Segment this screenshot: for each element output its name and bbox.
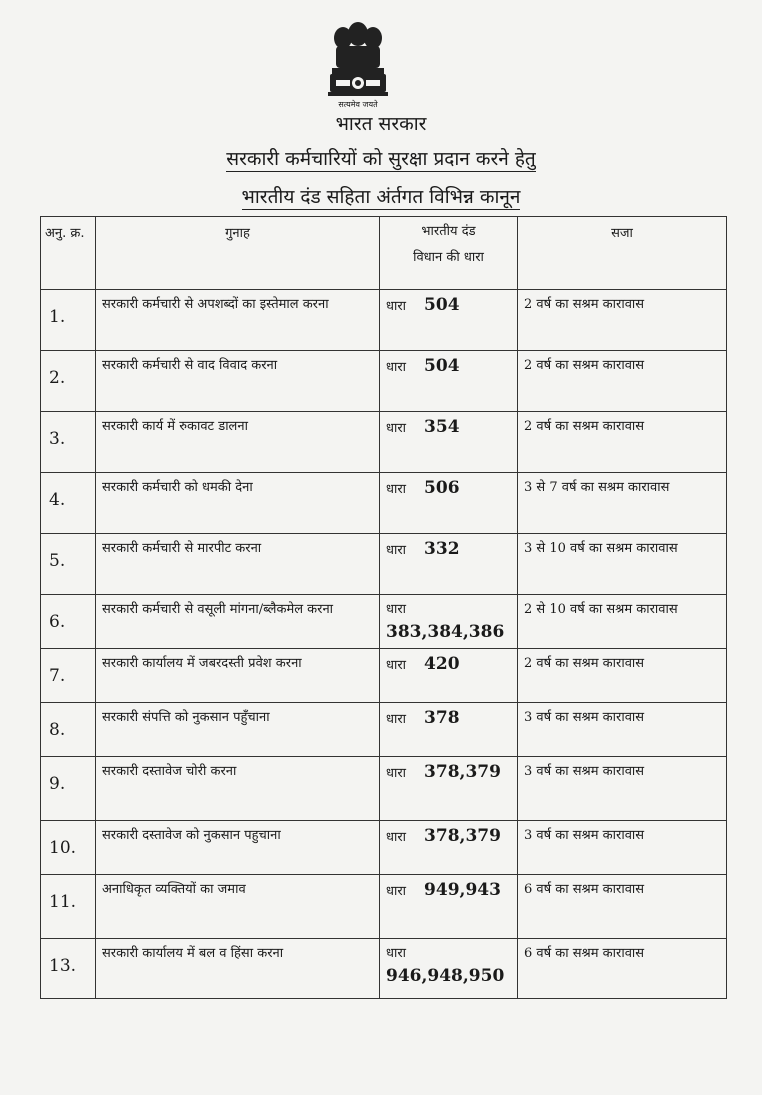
row-punishment: 3 वर्ष का सश्रम कारावास <box>518 703 727 757</box>
table-row <box>41 595 727 649</box>
table-row <box>41 351 727 412</box>
row-punishment: 3 से 10 वर्ष का सश्रम कारावास <box>518 534 727 595</box>
row-crime: सरकारी कार्यालय में जबरदस्ती प्रवेश करना <box>96 649 380 703</box>
section-prefix: धारा <box>386 602 407 617</box>
row-section <box>380 351 518 412</box>
column-header-section: भारतीय दंड विधान की धारा <box>380 217 518 290</box>
row-punishment: 3 वर्ष का सश्रम कारावास <box>518 757 727 821</box>
table-row <box>41 821 727 875</box>
row-punishment: 2 वर्ष का सश्रम कारावास <box>518 649 727 703</box>
column-header-punishment: सजा <box>518 217 727 290</box>
section-prefix: धारा <box>386 712 407 727</box>
section-number: 504 <box>424 295 460 315</box>
row-serial-number: 13. <box>41 939 96 999</box>
row-punishment: 3 वर्ष का सश्रम कारावास <box>518 821 727 875</box>
row-serial-number: 9. <box>41 757 96 821</box>
row-section <box>380 473 518 534</box>
row-serial-number: 3. <box>41 412 96 473</box>
table-row <box>41 703 727 757</box>
row-serial-number: 1. <box>41 290 96 351</box>
row-crime: सरकारी कर्मचारी से वसूली मांगना/ब्लैकमेल करना <box>96 595 380 649</box>
section-number: 949,943 <box>424 880 501 900</box>
section-number: 946,948,950 <box>386 966 505 986</box>
section-number: 332 <box>424 539 460 559</box>
row-crime: अनाधिकृत व्यक्तियों का जमाव <box>96 875 380 939</box>
section-number: 378,379 <box>424 826 501 846</box>
row-crime: सरकारी कर्मचारी से मारपीट करना <box>96 534 380 595</box>
row-section <box>380 757 518 821</box>
row-crime: सरकारी कर्मचारी से अपशब्दों का इस्तेमाल करना <box>96 290 380 351</box>
row-section <box>380 534 518 595</box>
section-prefix: धारा <box>386 482 407 497</box>
row-crime: सरकारी कर्मचारी से वाद विवाद करना <box>96 351 380 412</box>
row-punishment: 6 वर्ष का सश्रम कारावास <box>518 875 727 939</box>
row-serial-number: 2. <box>41 351 96 412</box>
row-serial-number: 11. <box>41 875 96 939</box>
section-number: 354 <box>424 417 460 437</box>
column-header-sn: अनु. क्र. <box>41 217 96 290</box>
row-serial-number: 10. <box>41 821 96 875</box>
row-section <box>380 412 518 473</box>
section-prefix: धारा <box>386 299 407 314</box>
table-row <box>41 649 727 703</box>
table-row <box>41 534 727 595</box>
row-section <box>380 595 518 649</box>
section-number: 506 <box>424 478 460 498</box>
section-prefix: धारा <box>386 766 407 781</box>
row-crime: सरकारी कार्यालय में बल व हिंसा करना <box>96 939 380 999</box>
row-serial-number: 4. <box>41 473 96 534</box>
row-section <box>380 703 518 757</box>
section-prefix: धारा <box>386 884 407 899</box>
document-title-line2: भारतीय दंड सहिता अंर्तगत विभिन्न कानून <box>241 186 521 208</box>
section-number: 504 <box>424 356 460 376</box>
row-serial-number: 5. <box>41 534 96 595</box>
row-punishment: 6 वर्ष का सश्रम कारावास <box>518 939 727 999</box>
row-punishment: 3 से 7 वर्ष का सश्रम कारावास <box>518 473 727 534</box>
row-section <box>380 875 518 939</box>
table-header-row <box>41 217 727 290</box>
section-prefix: धारा <box>386 360 407 375</box>
section-number: 378 <box>424 708 460 728</box>
section-prefix: धारा <box>386 421 407 436</box>
row-section <box>380 821 518 875</box>
national-emblem-icon <box>318 12 398 108</box>
table-row <box>41 757 727 821</box>
law-table <box>40 216 727 999</box>
government-heading: भारत सरकार <box>335 113 427 135</box>
section-number: 383,384,386 <box>386 622 505 642</box>
row-crime: सरकारी दस्तावेज चोरी करना <box>96 757 380 821</box>
row-crime: सरकारी कार्य में रुकावट डालना <box>96 412 380 473</box>
table-row <box>41 412 727 473</box>
column-header-crime: गुनाह <box>96 217 380 290</box>
table-row <box>41 290 727 351</box>
row-section <box>380 939 518 999</box>
row-punishment: 2 वर्ष का सश्रम कारावास <box>518 412 727 473</box>
section-prefix: धारा <box>386 830 407 845</box>
table-row <box>41 473 727 534</box>
row-serial-number: 7. <box>41 649 96 703</box>
row-punishment: 2 से 10 वर्ष का सश्रम कारावास <box>518 595 727 649</box>
section-number: 378,379 <box>424 762 501 782</box>
row-serial-number: 6. <box>41 595 96 649</box>
row-crime: सरकारी कर्मचारी को धमकी देना <box>96 473 380 534</box>
section-prefix: धारा <box>386 543 407 558</box>
table-row <box>41 875 727 939</box>
document-title-line1: सरकारी कर्मचारियों को सुरक्षा प्रदान करने हेतु <box>226 148 536 170</box>
row-section <box>380 290 518 351</box>
row-crime: सरकारी संपत्ति को नुकसान पहुँचाना <box>96 703 380 757</box>
row-crime: सरकारी दस्तावेज को नुकसान पहुचाना <box>96 821 380 875</box>
emblem-motto: सत्यमेव जयते <box>338 100 378 109</box>
section-prefix: धारा <box>386 946 407 961</box>
row-punishment: 2 वर्ष का सश्रम कारावास <box>518 290 727 351</box>
row-serial-number: 8. <box>41 703 96 757</box>
row-section <box>380 649 518 703</box>
row-punishment: 2 वर्ष का सश्रम कारावास <box>518 351 727 412</box>
section-number: 420 <box>424 654 460 674</box>
section-prefix: धारा <box>386 658 407 673</box>
table-row <box>41 939 727 999</box>
